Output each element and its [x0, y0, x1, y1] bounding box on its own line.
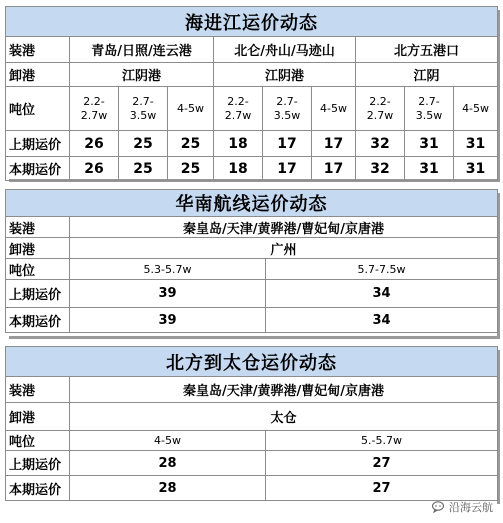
- row-label-previous-rate: 上期运价: [6, 451, 70, 476]
- tonnage-cell: 2.2- 2.7w: [356, 87, 405, 131]
- discharge-port-cell: 江阴: [356, 63, 498, 87]
- previous-rate-cell: 17: [312, 131, 356, 157]
- row-label-tonnage: 吨位: [6, 87, 70, 131]
- current-rate-cell: 39: [70, 308, 266, 333]
- table-title: 北方到太仓运价动态: [6, 347, 498, 377]
- watermark-text: 沿海云航: [449, 501, 493, 514]
- current-rate-cell: 34: [266, 308, 498, 333]
- previous-rate-cell: 25: [119, 131, 168, 157]
- rate-table-yangtze: [5, 6, 498, 181]
- previous-rate-cell: 28: [70, 451, 266, 476]
- previous-rate-cell: 31: [405, 131, 454, 157]
- row-label-previous-rate: 上期运价: [6, 280, 70, 308]
- tonnage-cell: 5.7-7.5w: [266, 259, 498, 280]
- previous-rate-cell: 17: [263, 131, 312, 157]
- current-rate-cell: 25: [119, 157, 168, 181]
- table-title: 海进江运价动态: [6, 7, 498, 37]
- tonnage-cell: 4-5w: [454, 87, 498, 131]
- chat-bubble-icon: [432, 501, 446, 513]
- tonnage-cell: 5.3-5.7w: [70, 259, 266, 280]
- previous-rate-cell: 39: [70, 280, 266, 308]
- previous-rate-cell: 31: [454, 131, 498, 157]
- discharge-port-cell: 江阴港: [70, 63, 214, 87]
- row-label-tonnage: 吨位: [6, 431, 70, 451]
- row-label-tonnage: 吨位: [6, 259, 70, 280]
- tonnage-cell: 4-5w: [168, 87, 214, 131]
- current-rate-cell: 27: [266, 476, 498, 501]
- load-port-cell: 北方五港口: [356, 37, 498, 63]
- current-rate-cell: 26: [70, 157, 119, 181]
- row-label-load-port: 装港: [6, 37, 70, 63]
- row-label-load-port: 装港: [6, 377, 70, 403]
- tonnage-cell: 2.7- 3.5w: [263, 87, 312, 131]
- tonnage-cell: 4-5w: [312, 87, 356, 131]
- previous-rate-cell: 18: [214, 131, 263, 157]
- load-port-cell: 秦皇岛/天津/黄骅港/曹妃甸/京唐港: [70, 217, 498, 238]
- previous-rate-cell: 26: [70, 131, 119, 157]
- discharge-port-cell: 太仓: [70, 403, 498, 431]
- previous-rate-cell: 34: [266, 280, 498, 308]
- row-label-discharge-port: 卸港: [6, 63, 70, 87]
- current-rate-cell: 25: [168, 157, 214, 181]
- row-label-discharge-port: 卸港: [6, 238, 70, 259]
- current-rate-cell: 18: [214, 157, 263, 181]
- rate-table-taicang: [5, 346, 498, 501]
- table-title: 华南航线运价动态: [6, 190, 498, 217]
- tonnage-cell: 5.-5.7w: [266, 431, 498, 451]
- load-port-cell: 北仑/舟山/马迹山: [214, 37, 356, 63]
- tonnage-cell: 2.2- 2.7w: [70, 87, 119, 131]
- discharge-port-cell: 广州: [70, 238, 498, 259]
- tonnage-cell: 4-5w: [70, 431, 266, 451]
- tonnage-cell: 2.2- 2.7w: [214, 87, 263, 131]
- tonnage-cell: 2.7- 3.5w: [119, 87, 168, 131]
- watermark: [432, 499, 493, 515]
- previous-rate-cell: 27: [266, 451, 498, 476]
- current-rate-cell: 32: [356, 157, 405, 181]
- row-label-current-rate: 本期运价: [6, 476, 70, 501]
- previous-rate-cell: 32: [356, 131, 405, 157]
- current-rate-cell: 28: [70, 476, 266, 501]
- row-label-current-rate: 本期运价: [6, 157, 70, 181]
- row-label-current-rate: 本期运价: [6, 308, 70, 333]
- discharge-port-cell: 江阴港: [214, 63, 356, 87]
- rate-table-south-china: [5, 189, 498, 333]
- current-rate-cell: 17: [312, 157, 356, 181]
- current-rate-cell: 17: [263, 157, 312, 181]
- tonnage-cell: 2.7- 3.5w: [405, 87, 454, 131]
- row-label-previous-rate: 上期运价: [6, 131, 70, 157]
- current-rate-cell: 31: [405, 157, 454, 181]
- current-rate-cell: 31: [454, 157, 498, 181]
- previous-rate-cell: 25: [168, 131, 214, 157]
- row-label-load-port: 装港: [6, 217, 70, 238]
- load-port-cell: 青岛/日照/连云港: [70, 37, 214, 63]
- row-label-discharge-port: 卸港: [6, 403, 70, 431]
- load-port-cell: 秦皇岛/天津/黄骅港/曹妃甸/京唐港: [70, 377, 498, 403]
